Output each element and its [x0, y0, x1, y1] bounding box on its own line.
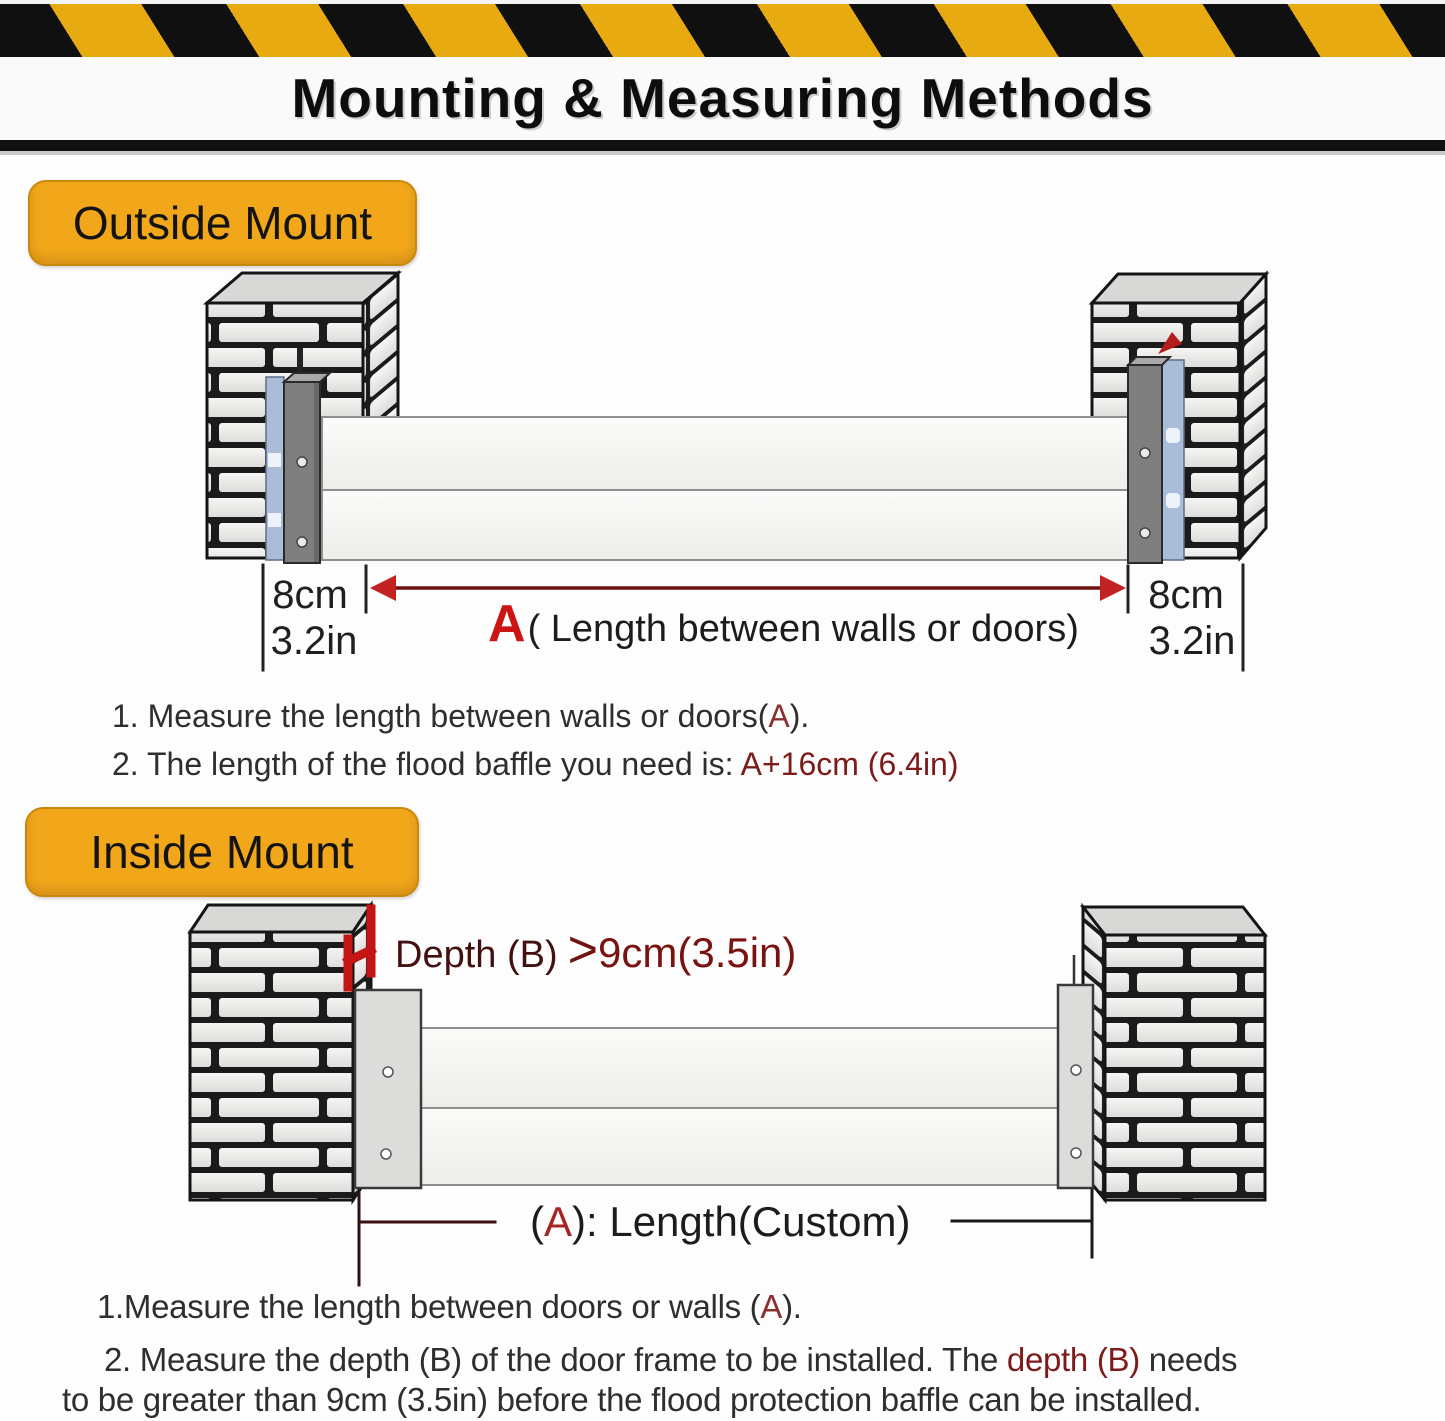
- inside-step-2-line-1: [104, 1341, 1237, 1379]
- barrier-panel-bottom: [322, 490, 1132, 560]
- step-var-a: A: [768, 698, 790, 734]
- screw-hole: [1140, 448, 1150, 458]
- outside-mount-instructions: [112, 692, 959, 788]
- step-var-a: A: [760, 1288, 783, 1325]
- outside-mount-channel-left: [266, 373, 330, 563]
- inside-step-1: [97, 1288, 802, 1326]
- outside-mount-channel-right: [1128, 332, 1184, 563]
- screw-hole: [297, 457, 307, 467]
- screw-hole: [297, 537, 307, 547]
- outside-mount-badge-label: Outside Mount: [72, 197, 373, 249]
- step-text: 1.Measure the length between doors or walls (: [97, 1288, 761, 1325]
- inside-mount-channel-left: [355, 990, 421, 1188]
- greater-than-symbol: >: [567, 921, 598, 979]
- span-label-a: A: [488, 595, 526, 653]
- channel-edge: [314, 383, 319, 562]
- step-formula: A+16cm (6.4in): [740, 746, 959, 782]
- caution-stripe-banner: [0, 0, 1445, 61]
- rail-highlight: [268, 453, 281, 467]
- inside-mount-channel-right: [1058, 955, 1093, 1188]
- barrier-panel-top: [421, 1028, 1058, 1108]
- rail-highlight: [1166, 493, 1180, 508]
- pillar-side-face: [1240, 274, 1266, 558]
- outside-step-1: [112, 692, 959, 740]
- step-text: 2. The length of the flood baffle you need is:: [112, 746, 741, 782]
- depth-value: 9cm(3.5in): [598, 929, 797, 976]
- inside-flood-barrier: [421, 1028, 1058, 1185]
- pillar-top-face: [190, 905, 371, 932]
- length-label-post: ): Length(Custom): [572, 1198, 911, 1245]
- rail-highlight: [268, 513, 281, 527]
- blue-rail: [266, 377, 284, 560]
- pillar-top-face: [1083, 907, 1265, 935]
- screw-hole: [381, 1149, 391, 1159]
- length-label-pre: (: [530, 1198, 544, 1245]
- dim-right-in: 3.2in: [1148, 619, 1236, 663]
- title-divider: [0, 140, 1445, 151]
- barrier-panel-top: [322, 417, 1132, 490]
- span-label-rest: ( Length between walls or doors): [527, 608, 1079, 650]
- channel-top-cap: [1128, 357, 1170, 365]
- pillar-front-face: [1105, 935, 1265, 1200]
- inside-step-2-line-2: to be greater than 9cm (3.5in) before the flood protection baffle can be installed.: [62, 1381, 1202, 1418]
- inside-right-pillar: [1083, 907, 1265, 1200]
- blue-rail: [1162, 360, 1184, 560]
- arrowhead-right-icon: [1100, 575, 1126, 601]
- step-text: ).: [789, 698, 810, 734]
- outside-mount-diagram: [0, 270, 1445, 680]
- outside-flood-barrier: [322, 417, 1132, 560]
- screw-hole: [383, 1067, 393, 1077]
- barrier-panel-bottom: [421, 1108, 1058, 1185]
- inside-mount-badge-label: Inside Mount: [90, 826, 354, 878]
- span-label: [488, 595, 1079, 653]
- outside-mount-badge: [28, 180, 417, 266]
- step-text: ).: [782, 1288, 802, 1325]
- pillar-front-face: [190, 932, 353, 1200]
- pillar-top-face: [1092, 274, 1266, 303]
- length-label-a: A: [544, 1198, 573, 1245]
- inside-mount-diagram: [0, 895, 1445, 1295]
- dim-right-cm: 8cm: [1148, 573, 1224, 617]
- dim-left-cm: 8cm: [272, 573, 348, 617]
- outside-step-2: [112, 740, 959, 788]
- rail-highlight: [1166, 428, 1180, 443]
- step-depth-ref: depth (B): [1006, 1341, 1140, 1378]
- depth-label: [395, 921, 796, 979]
- step-text: 1. Measure the length between walls or doors(: [112, 698, 769, 734]
- title-divider-shadow: [0, 151, 1445, 155]
- outside-dimension-annotations: [263, 565, 1243, 670]
- depth-label-text: Depth (B): [395, 934, 558, 976]
- screw-hole: [1071, 1065, 1081, 1075]
- inside-dimension-annotations: [359, 1190, 1092, 1285]
- screw-hole: [1071, 1148, 1081, 1158]
- step-text: 2. Measure the depth (B) of the door frame to be installed. The: [104, 1341, 1007, 1378]
- step-text: needs: [1139, 1341, 1238, 1378]
- length-label: [530, 1198, 910, 1245]
- screw-hole: [1140, 528, 1150, 538]
- page-title: Mounting & Measuring Methods: [291, 67, 1154, 129]
- inside-mount-badge: [25, 807, 419, 897]
- arrowhead-left-icon: [370, 575, 396, 601]
- dim-left-in: 3.2in: [270, 619, 358, 663]
